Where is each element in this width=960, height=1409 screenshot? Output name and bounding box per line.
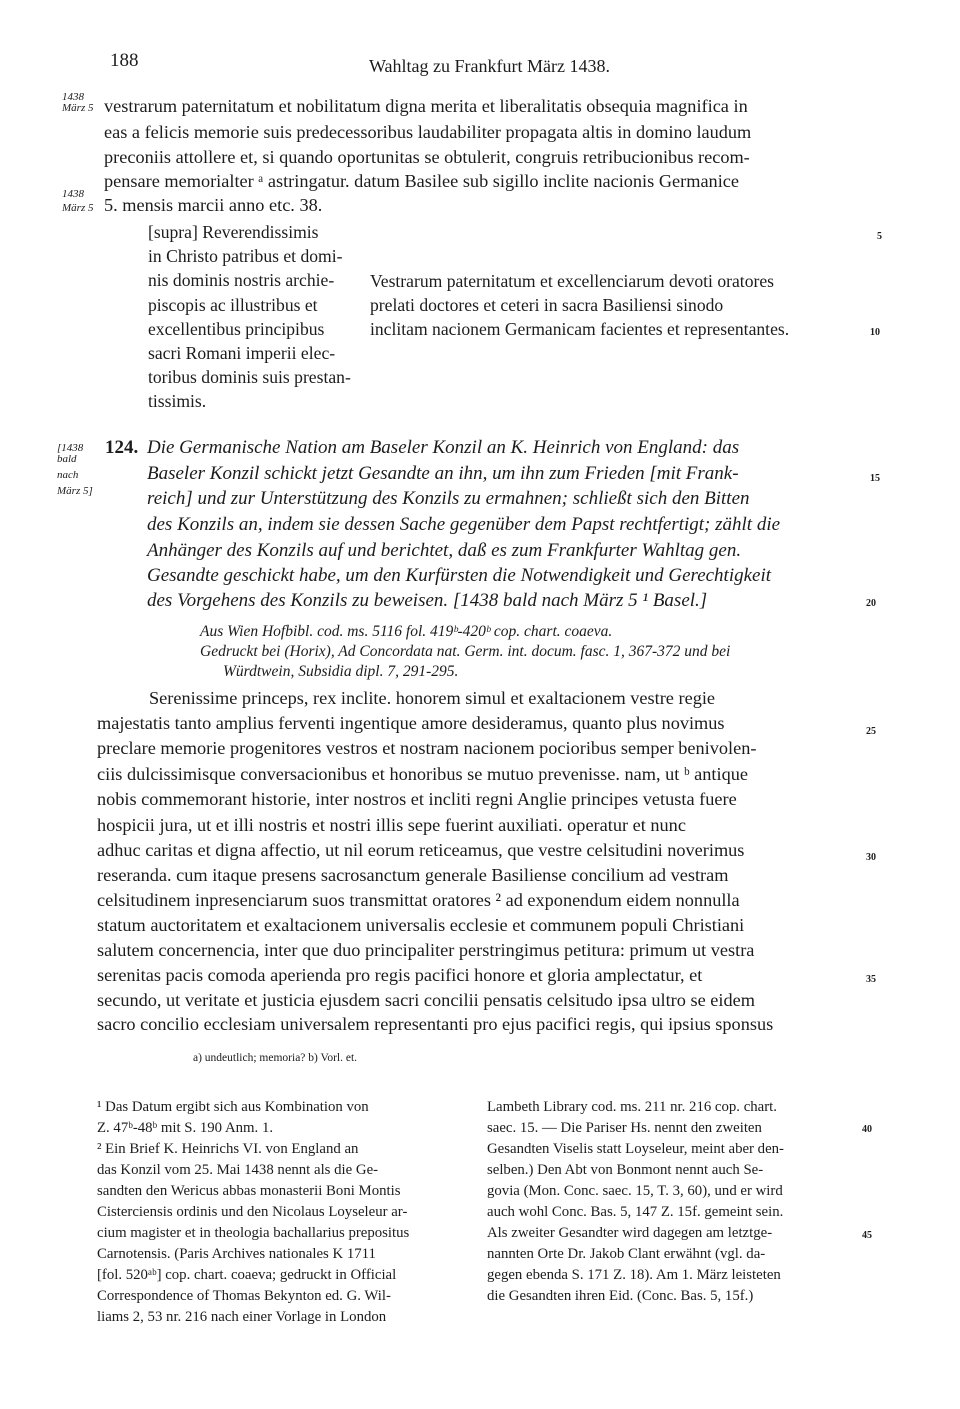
body-line: reseranda. cum itaque presens sacrosanctum generale Basiliense concilium ad vestram — [97, 865, 729, 885]
address-line: [supra] Reverendissimis — [148, 222, 319, 242]
body-line: statum auctoritatem et exaltacionem universalis ecclesie et communem populi Christiani — [97, 915, 745, 935]
address-line: tissimis. — [148, 391, 207, 411]
body-line: salutem concernencia, inter que duo principaliter perstringimus petitura: primum ut vestra — [97, 940, 755, 960]
line-number: 30 — [866, 852, 876, 863]
footnote-line: die Gesandten ihren Eid. (Conc. Bas. 5, 15f.) — [487, 1288, 754, 1304]
footnote-line: auch wohl Conc. Bas. 5, 147 Z. 15f. gemeint sein. — [487, 1204, 784, 1220]
source-line: Würdtwein, Subsidia dipl. 7, 291-295. — [223, 663, 459, 680]
critical-apparatus: a) undeutlich; memoria? b) Vorl. et. — [193, 1052, 358, 1064]
line-number: 15 — [870, 473, 880, 484]
line-number: 10 — [870, 327, 880, 338]
address-line: excellentibus principibus — [148, 319, 325, 339]
line-number: 25 — [866, 726, 876, 737]
opening-line: preconiis attollere et, si quando oportunitas se obtulerit, congruis retribucionibus recom- — [104, 147, 750, 167]
source-line: Gedruckt bei (Horix), Ad Concordata nat. Germ. int. docum. fasc. 1, 367-372 und bei — [200, 643, 731, 660]
footnote-line: saec. 15. — Die Pariser Hs. nennt den zweiten — [487, 1120, 762, 1136]
line-number: 5 — [877, 231, 882, 242]
margin-date-1: 1438 März 5 — [62, 91, 94, 114]
footnote-line: Lambeth Library cod. ms. 211 nr. 216 cop. chart. — [487, 1099, 777, 1115]
opening-line: 5. mensis marcii anno etc. 38. — [104, 195, 323, 215]
footnote-line: das Konzil vom 25. Mai 1438 nennt als die Ge- — [97, 1162, 379, 1178]
footnote-line: Cisterciensis ordinis und den Nicolaus Loyseleur ar- — [97, 1204, 408, 1220]
body-line: serenitas pacis comoda aperienda pro regis pacifici honore et gloria amplectatur, et — [97, 965, 703, 985]
footnote-line: selben.) Den Abt von Bonmont nennt auch Se- — [487, 1162, 764, 1178]
body-line: preclare memorie progenitores vestros et nostram nacionem pocioribus semper benivolen- — [97, 738, 757, 758]
address-line: piscopis ac illustribus et — [148, 295, 318, 315]
address-line: sacri Romani imperii elec- — [148, 343, 336, 363]
body-line: secundo, ut veritate et justicia ejusdem sacri concilii pensatis celsitudo ipsa ultro se eidem — [97, 990, 755, 1010]
footnote-line: liams 2, 53 nr. 216 nach einer Vorlage in London — [97, 1309, 387, 1325]
footnote-line: Gesandten Viselis statt Loyseleur, meint aber den- — [487, 1141, 784, 1157]
summary-line: Die Germanische Nation am Baseler Konzil an K. Heinrich von England: das — [147, 437, 740, 458]
body-line: hospicii jura, ut et illi nostris et nostri illis sepe fuerint auxiliati. operatur et nunc — [97, 815, 686, 835]
footnote-line: sandten den Wericus abbas monasterii Boni Montis — [97, 1183, 401, 1199]
footnote-line: ¹ Das Datum ergibt sich aus Kombination von — [97, 1099, 369, 1115]
signatory-line: prelati doctores et ceteri in sacra Basiliensi sinodo — [370, 295, 724, 315]
margin-date-3: [1438 bald nach März 5] — [57, 442, 93, 497]
summary-line: des Konzils an, indem sie dessen Sache gegenüber dem Papst rechtfertigt; zählt die — [147, 514, 781, 535]
summary-line: Gesandte geschickt habe, um den Kurfürsten die Notwendigkeit und Gerechtigkeit — [147, 565, 772, 586]
line-number: 40 — [862, 1124, 872, 1135]
opening-line: eas a felicis memorie suis predecessoribus laudabiliter propagata altis in domino laudum — [104, 122, 752, 142]
address-line: in Christo patribus et domi- — [148, 246, 343, 266]
line-number: 20 — [866, 598, 876, 609]
summary-line: des Vorgehens des Konzils zu beweisen. [1438 bald nach März 5 ¹ Basel.] — [147, 590, 708, 611]
signatory-line: inclitam nacionem Germanicam facientes et representantes. — [370, 319, 790, 339]
address-line: nis dominis nostris archie- — [148, 270, 335, 290]
body-line: majestatis tanto amplius ferventi ingentique amore desideramus, quanto plus novimus — [97, 713, 725, 733]
source-line: Aus Wien Hofbibl. cod. ms. 5116 fol. 419ᵇ-420ᵇ cop. chart. coaeva. — [200, 623, 613, 640]
summary-line: reich] und zur Unterstützung des Konzils zu ermahnen; schließt sich den Bitten — [147, 488, 750, 509]
footnote-line: gegen ebenda S. 171 Z. 18). Am 1. März leisteten — [487, 1267, 781, 1283]
opening-line: pensare memorialter ᵃ astringatur. datum Basilee sub sigillo inclite nacionis Germanice — [104, 171, 740, 191]
document-number: 124. — [105, 437, 139, 458]
summary-line: Baseler Konzil schickt jetzt Gesandte an ihn, um ihn zum Frieden [mit Frank- — [147, 463, 739, 484]
body-line: nobis commemorant historie, inter nostros et incliti regni Anglie principes vetusta fuere — [97, 789, 737, 809]
line-number: 35 — [866, 974, 876, 985]
summary-line: Anhänger des Konzils auf und berichtet, daß es zum Frankfurter Wahltag gen. — [147, 540, 742, 561]
body-line: celsitudinem inpresenciarum suos transmittat oratores ² ad exponendum eidem nonnulla — [97, 890, 740, 910]
footnote-line: Als zweiter Gesandter wird dagegen am letztge- — [487, 1225, 773, 1241]
body-line: sacro concilio ecclesiam universalem representanti pro ejus pacifici regis, qui ipsius sponsus — [97, 1014, 774, 1034]
signatory-line: Vestrarum paternitatum et excellenciarum devoti oratores — [370, 271, 775, 291]
footnote-line: Correspondence of Thomas Bekynton ed. G. Wil- — [97, 1288, 391, 1304]
footnote-line: Carnotensis. (Paris Archives nationales K 1711 — [97, 1246, 376, 1262]
line-number: 45 — [862, 1230, 872, 1241]
footnote-line: nannten Orte Dr. Jakob Clant erwähnt (vgl. da- — [487, 1246, 766, 1262]
footnote-line: govia (Mon. Conc. saec. 15, T. 3, 60), und er wird — [487, 1183, 783, 1199]
body-line: ciis dulcissimisque conversacionibus et honoribus se mutuo prevenisse. nam, ut ᵇ antique — [97, 764, 748, 784]
running-title: Wahltag zu Frankfurt März 1438. — [369, 56, 610, 76]
margin-date-2: 1438 März 5 — [62, 188, 94, 214]
footnote-line: ² Ein Brief K. Heinrichs VI. von England an — [97, 1141, 359, 1157]
page-number: 188 — [110, 50, 139, 71]
opening-line: vestrarum paternitatum et nobilitatum digna merita et liberalitatis obsequia magnifica in — [104, 96, 748, 116]
body-line: adhuc caritas et digna affectio, ut nil eorum reticeamus, que vestre celsitudini noverimus — [97, 840, 745, 860]
footnote-line: Z. 47ᵇ-48ᵇ mit S. 190 Anm. 1. — [97, 1120, 274, 1136]
address-line: toribus dominis suis prestan- — [148, 367, 351, 387]
body-line: Serenissime princeps, rex inclite. honorem simul et exaltacionem vestre regie — [149, 688, 716, 708]
footnote-line: [fol. 520ᵃᵇ] cop. chart. coaeva; gedruckt in Official — [97, 1267, 397, 1283]
footnote-line: cium magister et in theologia bachallarius prepositus — [97, 1225, 410, 1241]
